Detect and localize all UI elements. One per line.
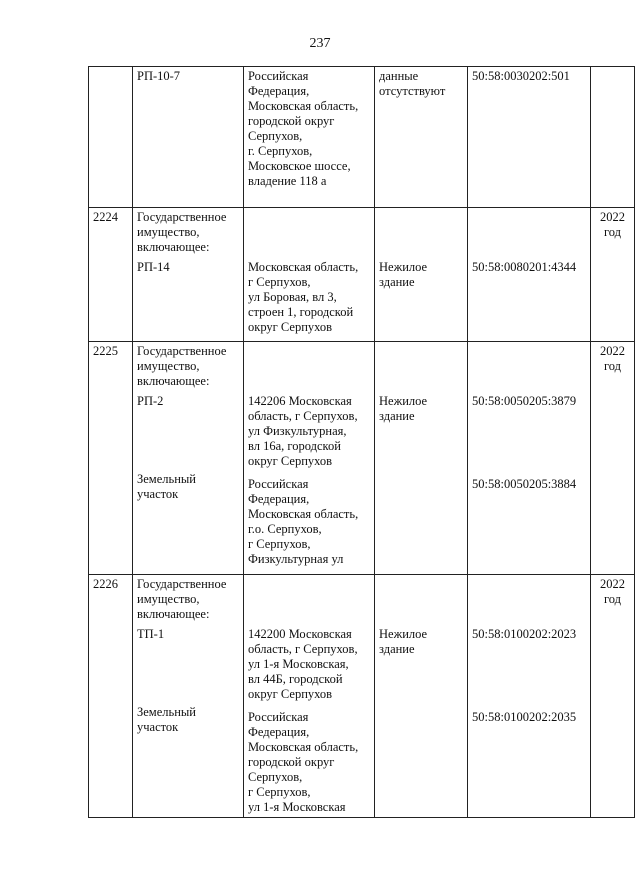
- object-name: [133, 208, 244, 342]
- object-kind: [375, 208, 468, 342]
- item-year: 2022 год: [600, 344, 625, 373]
- item-address: Московская область, г Серпухов, ул Боровая, вл 3, строен 1, городской округ Серпухов: [248, 260, 359, 334]
- year-cell: [591, 208, 635, 342]
- item-year: 2022 год: [600, 210, 625, 239]
- row-number: 2224: [89, 208, 133, 342]
- table-row: [89, 67, 635, 208]
- page-number: 237: [309, 36, 331, 51]
- object-kind: [375, 342, 468, 575]
- item-kind: Нежилое здание: [379, 260, 428, 289]
- object-address: [244, 208, 375, 342]
- item-address: 142200 Московская область, г Серпухов, ул 1-я Московская, вл 44Б, городской округ Серпухов: [248, 627, 358, 701]
- group-label: Государственное имущество, включающее:: [137, 577, 227, 621]
- group-label: Государственное имущество, включающее:: [137, 210, 227, 254]
- item-name: ТП-1: [137, 627, 165, 641]
- row-number: 2226: [89, 575, 133, 818]
- cadastral-number: [468, 342, 591, 575]
- item-cadastral: 50:58:0050205:3879: [472, 394, 577, 408]
- object-kind: [375, 575, 468, 818]
- cadastral-number: [468, 575, 591, 818]
- item-name: Земельный участок: [137, 705, 196, 734]
- item-cadastral: 50:58:0080201:4344: [472, 260, 577, 274]
- item-address: Российская Федерация, Московская область, г.о. Серпухов, г Серпухов, Физкультурная ул: [248, 477, 359, 566]
- object-address: [244, 575, 375, 818]
- item-cadastral: 50:58:0100202:2035: [472, 710, 577, 724]
- item-name: РП-2: [137, 394, 164, 408]
- property-registry-table: [88, 66, 635, 818]
- item-kind: Нежилое здание: [379, 394, 428, 423]
- item-cadastral: 50:58:0050205:3884: [472, 477, 577, 491]
- row-number: [89, 67, 133, 208]
- table-row: [89, 208, 635, 342]
- item-name: РП-14: [137, 260, 170, 274]
- year-cell: [591, 342, 635, 575]
- item-kind: Нежилое здание: [379, 627, 428, 656]
- item-address: Российская Федерация, Московская область, городской округ Серпухов, г. Серпухов, Московское шоссе, владение 118 а: [248, 69, 359, 188]
- group-label: Государственное имущество, включающее:: [137, 344, 227, 388]
- item-name: Земельный участок: [137, 472, 196, 501]
- table-row: [89, 342, 635, 575]
- item-name: РП-10-7: [137, 69, 181, 83]
- item-address: 142206 Московская область, г Серпухов, ул Физкультурная, вл 16а, городской округ Серпухов: [248, 394, 358, 468]
- cadastral-number: [468, 67, 591, 208]
- year-cell: [591, 67, 635, 208]
- table-row: [89, 575, 635, 818]
- object-address: [244, 342, 375, 575]
- item-year: 2022 год: [600, 577, 625, 606]
- row-number: 2225: [89, 342, 133, 575]
- item-kind: данные отсутствуют: [379, 69, 446, 98]
- item-address: Российская Федерация, Московская область, городской округ Серпухов, г Серпухов, ул 1-я Московская: [248, 710, 359, 814]
- object-kind: [375, 67, 468, 208]
- cadastral-number: [468, 208, 591, 342]
- object-name: [133, 67, 244, 208]
- object-name: [133, 342, 244, 575]
- item-cadastral: 50:58:0030202:501: [472, 69, 570, 83]
- object-name: [133, 575, 244, 818]
- item-cadastral: 50:58:0100202:2023: [472, 627, 577, 641]
- year-cell: [591, 575, 635, 818]
- object-address: [244, 67, 375, 208]
